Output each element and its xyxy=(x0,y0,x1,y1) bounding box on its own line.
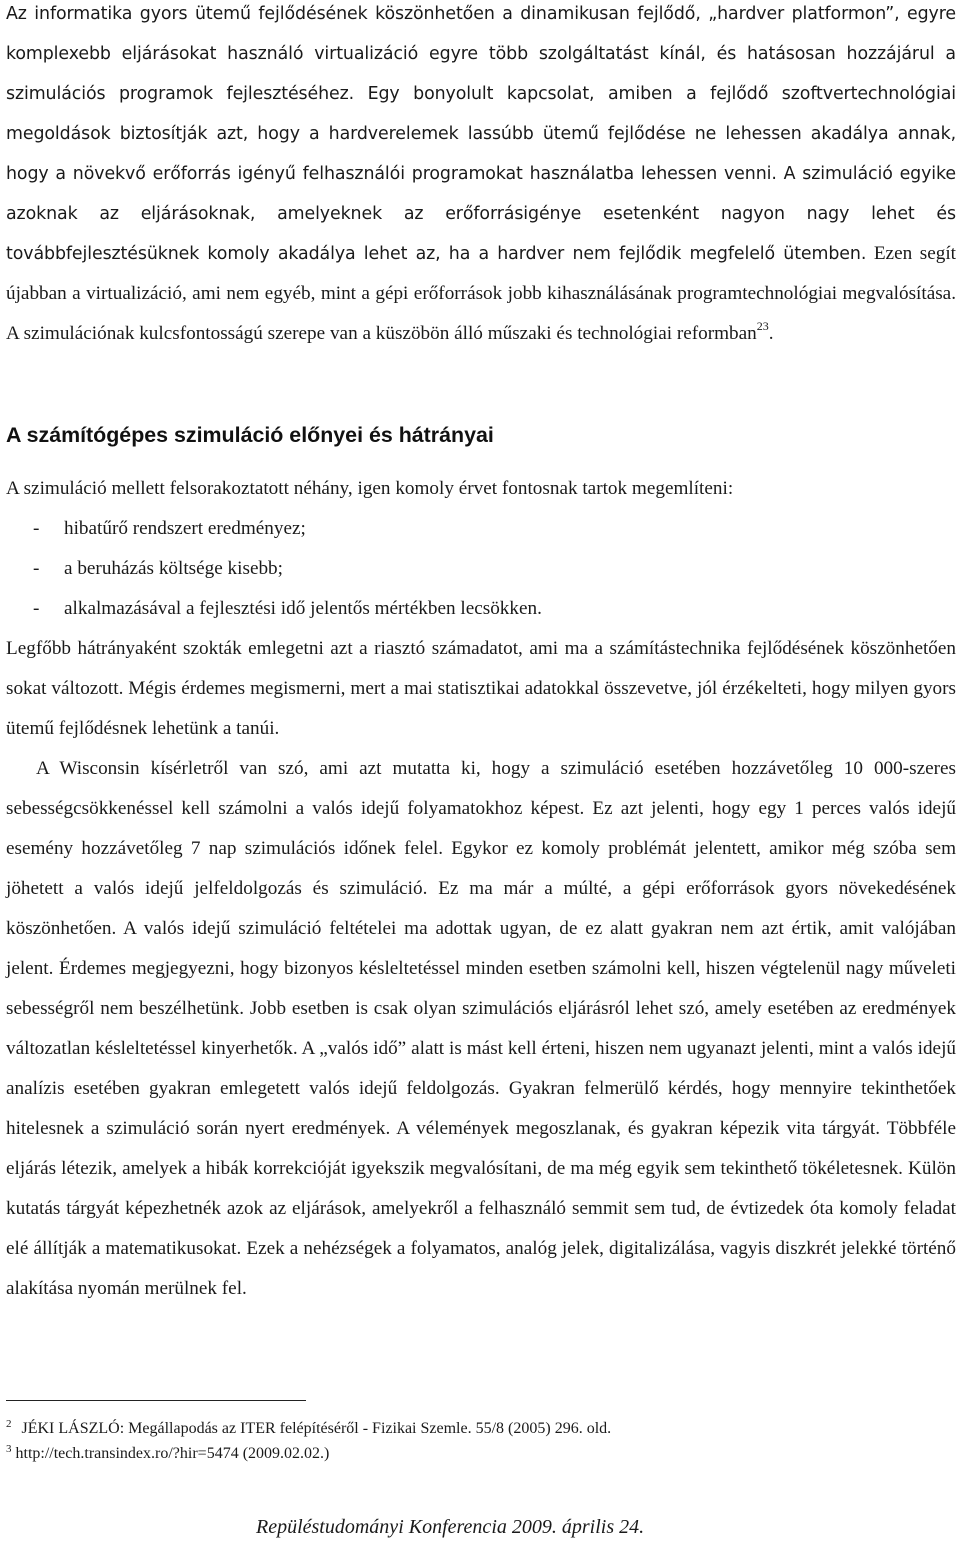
list-item-text: hibatűrő rendszert eredményez; xyxy=(64,518,306,539)
wisconsin-paragraph: A Wisconsin kísérletről van szó, ami azt mutatta ki, hogy a szimuláció esetében hozzávetőleg 10 000-szeres sebességcsökkenéssel kell számolni a valós idejű folyamatokhoz képest. Ez azt jelenti, hogy egy 1 perces valós idejű esemény hozzávetőleg 7 nap szimulációs időnek felel. Egykor ez komoly problémát jelentett, amikor még szóba sem jöhetett a valós idejű jelfeldolgozás és szimuláció. Ez ma már a múlté, a gépi erőforrások gyors növekedésének köszönhetően. A valós idejű szimuláció feltételei ma adottak ugyan, de ez alatt gyakran nem azt értik, amit valójában jelent. Érdemes megjegyezni, hogy bizonyos késleltetéssel minden esetben számolni kell, hiszen végtelenül nagy műveleti sebességről nem beszélhetünk. Jobb esetben is csak olyan szimulációs eljárásról lehet szó, amely esetében az eredmények változatlan késleltetéssel kinyerhetők. A „valós idő” alatt is mást kell érteni, hiszen nem ugyanazt jelenti, mint a valós idejű analízis esetében gyakran emlegetett valós idejű feldolgozás. Gyakran felmerülő kérdés, hogy mennyire tekinthetőek hitelesnek a szimuláció során nyert eredmények. A vélemények megoszlanak, és gyakran képezik vita tárgyát. Többféle eljárás létezik, amelyek a hibák korrekcióját igyekszik megvalósítani, de ma még egyik sem tekinthető tökéletesnek. Külön kutatás tárgyát képezhetnék azok az eljárások, amelyekről a felhasználó semmit sem tud, de évtizedek óta komoly feladat elé állítják a matematikusokat. Ezek a nehézségek a folyamatos, analóg jelek, digitalizálása, vagyis diszkrét jelekké történő alakítása nyomán merülnek fel. xyxy=(6,758,956,1299)
paragraph-end-punctuation: . xyxy=(768,323,774,344)
footnote-text: JÉKI LÁSZLÓ: Megállapodás az ITER felépítéséről - Fizikai Szemle. 55/8 (2005) 296. old. xyxy=(21,1420,612,1437)
footnote xyxy=(6,1443,329,1466)
footnote xyxy=(6,1418,611,1441)
list-item xyxy=(6,549,542,589)
advantages-list xyxy=(6,509,542,629)
list-dash: - xyxy=(33,558,40,579)
list-item xyxy=(6,589,542,629)
intro-paragraph: A szimuláció mellett felsorakoztatott néhány, igen komoly érvet fontosnak tartok megemlíteni: xyxy=(6,478,734,499)
footnote-text: http://tech.transindex.ro/?hir=5474 (2009.02.02.) xyxy=(15,1445,330,1462)
paragraph-text-serif: Ezen segít újabban a virtualizáció, ami nem egyéb, mint a gépi erőforrások jobb kihasználásának programtechnológiai megvalósítása. A szimulációnak kulcsfontosságú szerepe van a küszöbön álló műszaki és technológiai reformban xyxy=(6,243,957,344)
list-item-text: alkalmazásával a fejlesztési idő jelentős mértékben lecsökken. xyxy=(64,598,542,619)
document-page xyxy=(6,0,956,1541)
footnote-reference: 23 xyxy=(756,319,769,333)
paragraph-text-sans: Az informatika gyors ütemű fejlődésének köszönhetően a dinamikusan fejlődő, „hardver platformon”, egyre komplexebb eljárásokat használó virtualizáció egyre több szolgáltatást kínál, és hatásosan hozzájárul a szimulációs programok fejlesztéséhez. Egy bonyolult kapcsolat, amiben a fejlődő szoftvertechnológiai megoldások biztosítják azt, hogy a hardverelemek lassúbb ütemű fejlődése ne lehessen akadálya annak, hogy a növekvő erőforrás igényű felhasználói programokat használatba lehessen venni. A szimuláció egyike azoknak az eljárásoknak, amelyeknek az erőforrásigénye esetenként nagyon nagy lehet és továbbfejlesztésüknek komoly akadálya lehet az, ha a hardver nem fejlődik megfelelő ütemben. xyxy=(6,4,956,264)
footnote-separator xyxy=(6,1400,306,1401)
disadvantages-paragraph: Legfőbb hátrányaként szokták emlegetni azt a riasztó számadatot, ami ma a számítástechnika fejlődésének köszönhetően sokat változott. Mégis érdemes megismerni, mert a mai statisztikai adatokkal összevetve, jól érzékelteti, hogy milyen gyors ütemű fejlődésnek lehetünk a tanúi. xyxy=(6,638,956,739)
section-heading: A számítógépes szimuláció előnyei és hátrányai xyxy=(6,423,494,447)
page-footer: Repüléstudományi Konferencia 2009. április 24. xyxy=(256,1516,645,1538)
list-dash: - xyxy=(33,598,40,619)
list-item-text: a beruházás költsége kisebb; xyxy=(64,558,283,579)
list-item xyxy=(6,509,542,549)
list-dash: - xyxy=(33,518,40,539)
footnote-number: 3 xyxy=(6,1443,12,1455)
footnote-number: 2 xyxy=(6,1418,12,1430)
